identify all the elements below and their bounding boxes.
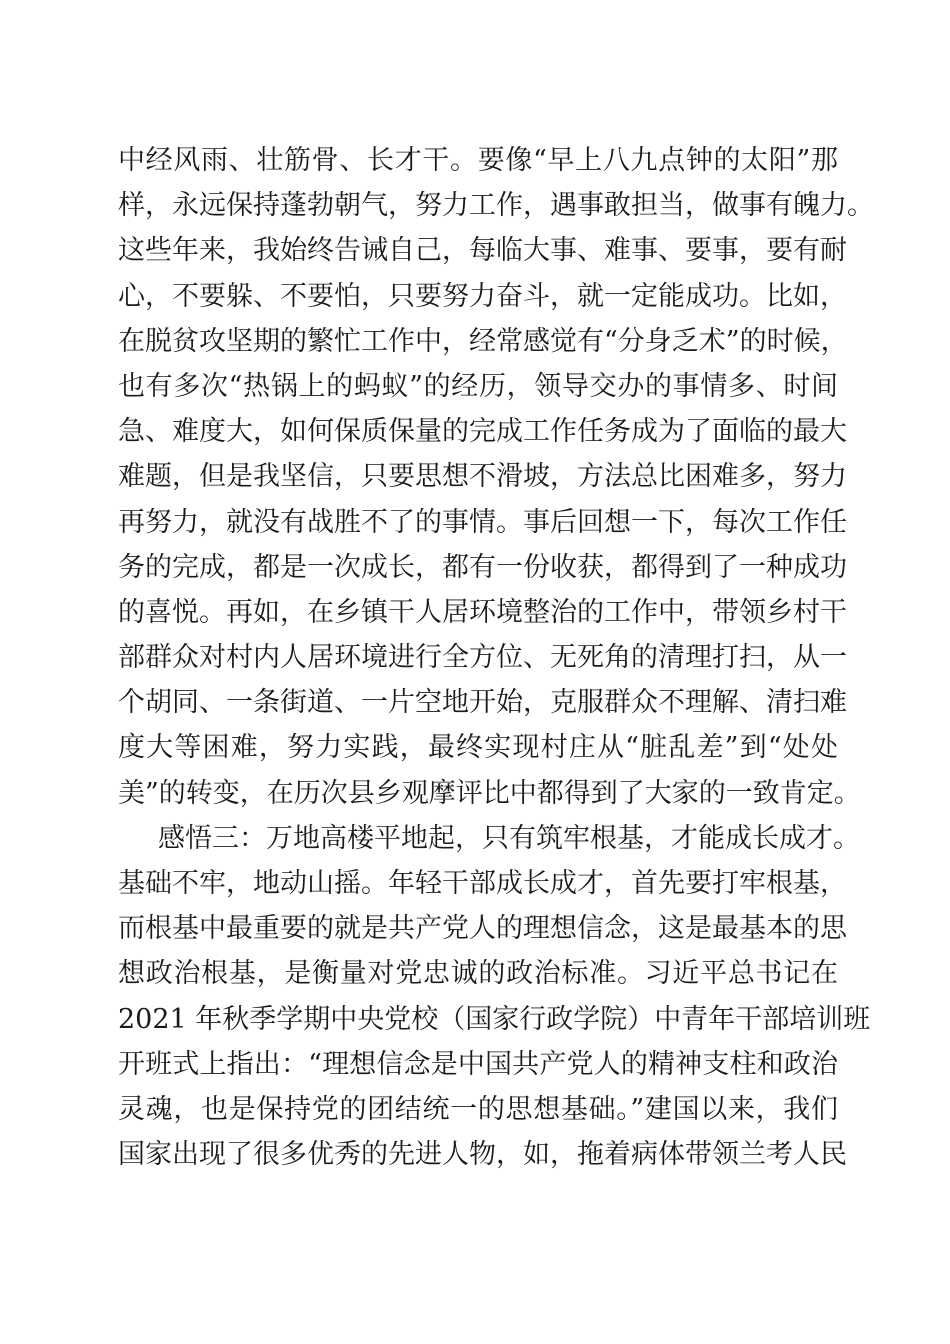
text-line: 2021 年秋季学期中央党校（国家行政学院）中青年干部培训班 xyxy=(118,1003,871,1035)
text-line: 部群众对村内人居环境进行全方位、无死角的清理打扫，从一 xyxy=(118,642,847,674)
paragraph-heading-line: 感悟三：万地高楼平地起，只有筑牢根基，才能成长成才。 xyxy=(158,822,860,854)
paragraph-end-line: 美”的转变，在历次县乡观摩评比中都得到了大家的一致肯定。 xyxy=(118,777,861,809)
text-line: 务的完成，都是一次成长，都有一份收获，都得到了一种成功 xyxy=(118,551,847,583)
body-text xyxy=(118,138,874,1177)
text-line: 难题，但是我坚信，只要思想不滑坡，方法总比困难多，努力 xyxy=(118,461,847,493)
text-line: 度大等困难，努力实践，最终实现村庄从“脏乱差”到“处处 xyxy=(118,732,838,764)
text-line: 急、难度大，如何保质保量的完成工作任务成为了面临的最大 xyxy=(118,416,847,448)
text-line: 也有多次“热锅上的蚂蚁”的经历，领导交办的事情多、时间 xyxy=(118,370,838,402)
text-line: 灵魂，也是保持党的团结统一的思想基础。”建国以来，我们 xyxy=(118,1093,838,1125)
text-line: 心，不要躲、不要怕，只要努力奋斗，就一定能成功。比如， xyxy=(118,280,847,312)
text-line: 中经风雨、壮筋骨、长才干。要像“早上八九点钟的太阳”那 xyxy=(118,145,838,176)
text-line: 开班式上指出：“理想信念是中国共产党人的精神支柱和政治 xyxy=(118,1048,838,1080)
text-line: 基础不牢，地动山摇。年轻干部成长成才，首先要打牢根基， xyxy=(118,868,847,899)
text-line: 国家出现了很多优秀的先进人物，如，拖着病体带领兰考人民 xyxy=(118,1139,847,1171)
text-line: 想政治根基，是衡量对党忠诚的政治标准。习近平总书记在 xyxy=(118,958,838,990)
text-line: 个胡同、一条街道、一片空地开始，克服群众不理解、清扫难 xyxy=(118,687,847,719)
text-line: 再努力，就没有战胜不了的事情。事后回想一下，每次工作任 xyxy=(118,506,847,538)
text-line: 而根基中最重要的就是共产党人的理想信念，这是最基本的思 xyxy=(118,913,847,945)
text-line: 这些年来，我始终告诫自己，每临大事、难事、要事，要有耐 xyxy=(118,235,847,267)
text-line: 的喜悦。再如，在乡镇干人居环境整治的工作中，带领乡村干 xyxy=(118,596,847,628)
text-line: 样，永远保持蓬勃朝气，努力工作，遇事敢担当，做事有魄力。 xyxy=(118,190,874,222)
text-line: 在脱贫攻坚期的繁忙工作中，经常感觉有“分身乏术”的时候， xyxy=(118,325,848,357)
